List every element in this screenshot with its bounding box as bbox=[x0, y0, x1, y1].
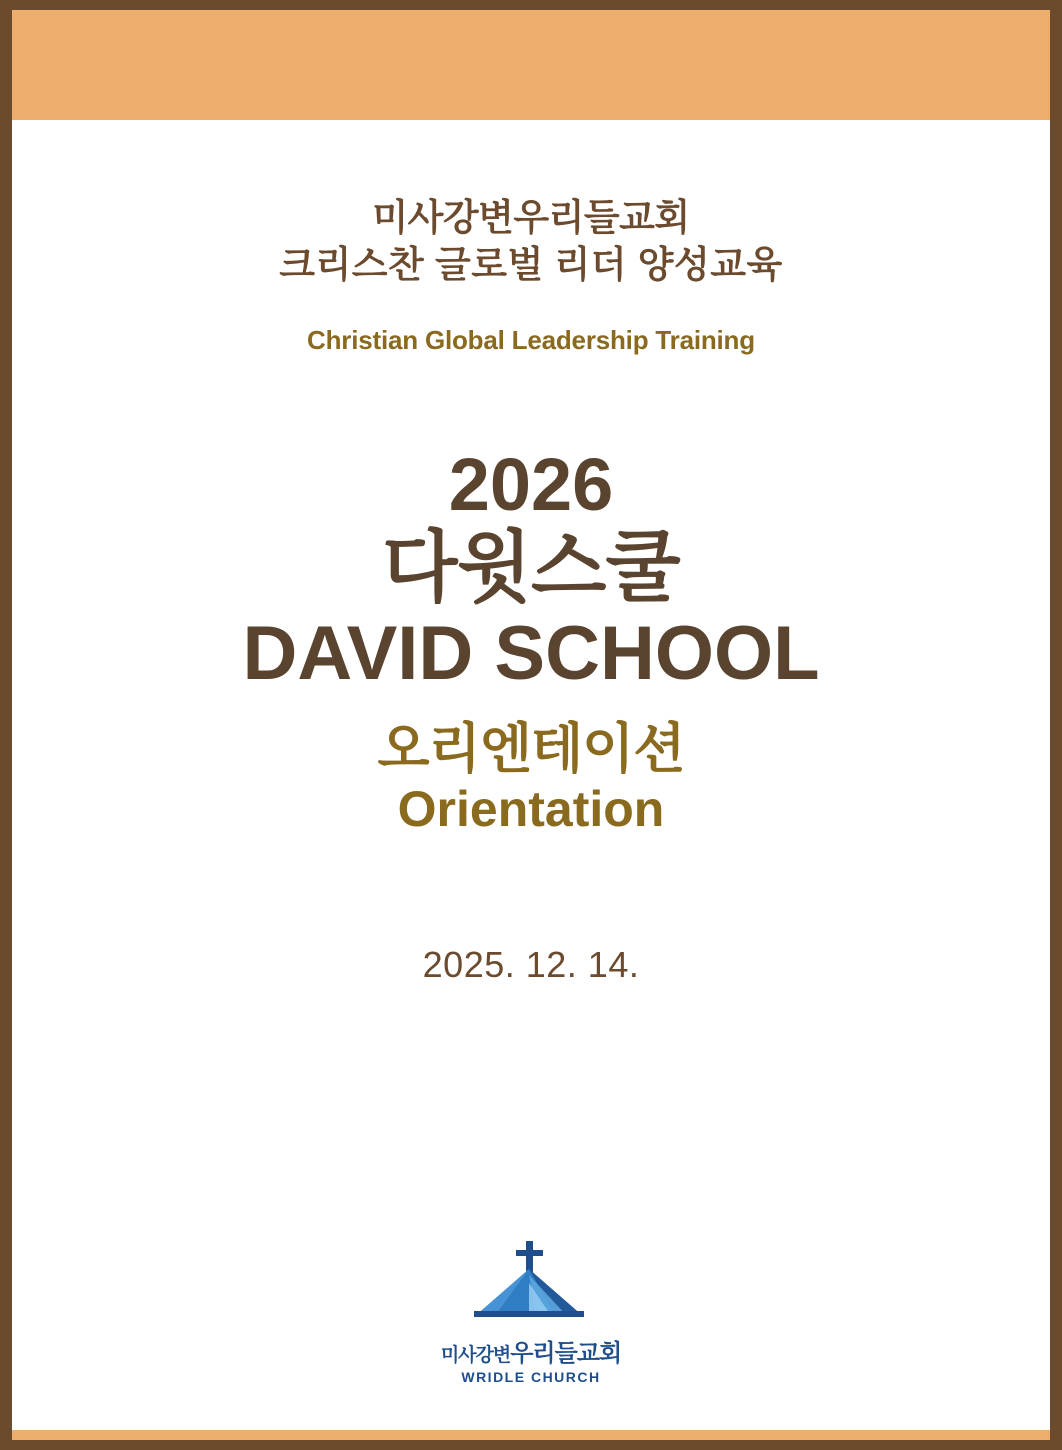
cover-content bbox=[12, 120, 1050, 1430]
logo-name-english: WRIDLE CHURCH bbox=[461, 1369, 601, 1385]
church-name-line1: 미사강변우리들교회 bbox=[372, 197, 690, 238]
logo-name-korean-main: 우리들교회 bbox=[510, 1340, 622, 1367]
church-logo bbox=[12, 1239, 1050, 1385]
logo-name-korean bbox=[12, 1333, 1050, 1368]
subtitle-english: Christian Global Leadership Training bbox=[307, 324, 755, 355]
church-name-block bbox=[12, 195, 1050, 289]
orientation-label-english: Orientation bbox=[397, 781, 665, 838]
year-title: 2026 bbox=[448, 442, 614, 526]
church-name-line2: 크리스찬 글로벌 리더 양성교육 bbox=[279, 243, 783, 285]
bottom-decorative-band bbox=[12, 1430, 1050, 1440]
church-building-icon bbox=[436, 1239, 626, 1331]
event-date: 2025. 12. 14. bbox=[422, 944, 640, 986]
orientation-label-korean: 오리엔테이션 bbox=[377, 719, 685, 780]
program-title-korean: 다윗스쿨 bbox=[382, 522, 680, 611]
top-decorative-band bbox=[12, 10, 1050, 120]
logo-name-korean-prefix: 미사강변 bbox=[440, 1345, 511, 1366]
main-title-block bbox=[12, 442, 1050, 839]
program-title-english: DAVID SCHOOL bbox=[242, 611, 820, 697]
